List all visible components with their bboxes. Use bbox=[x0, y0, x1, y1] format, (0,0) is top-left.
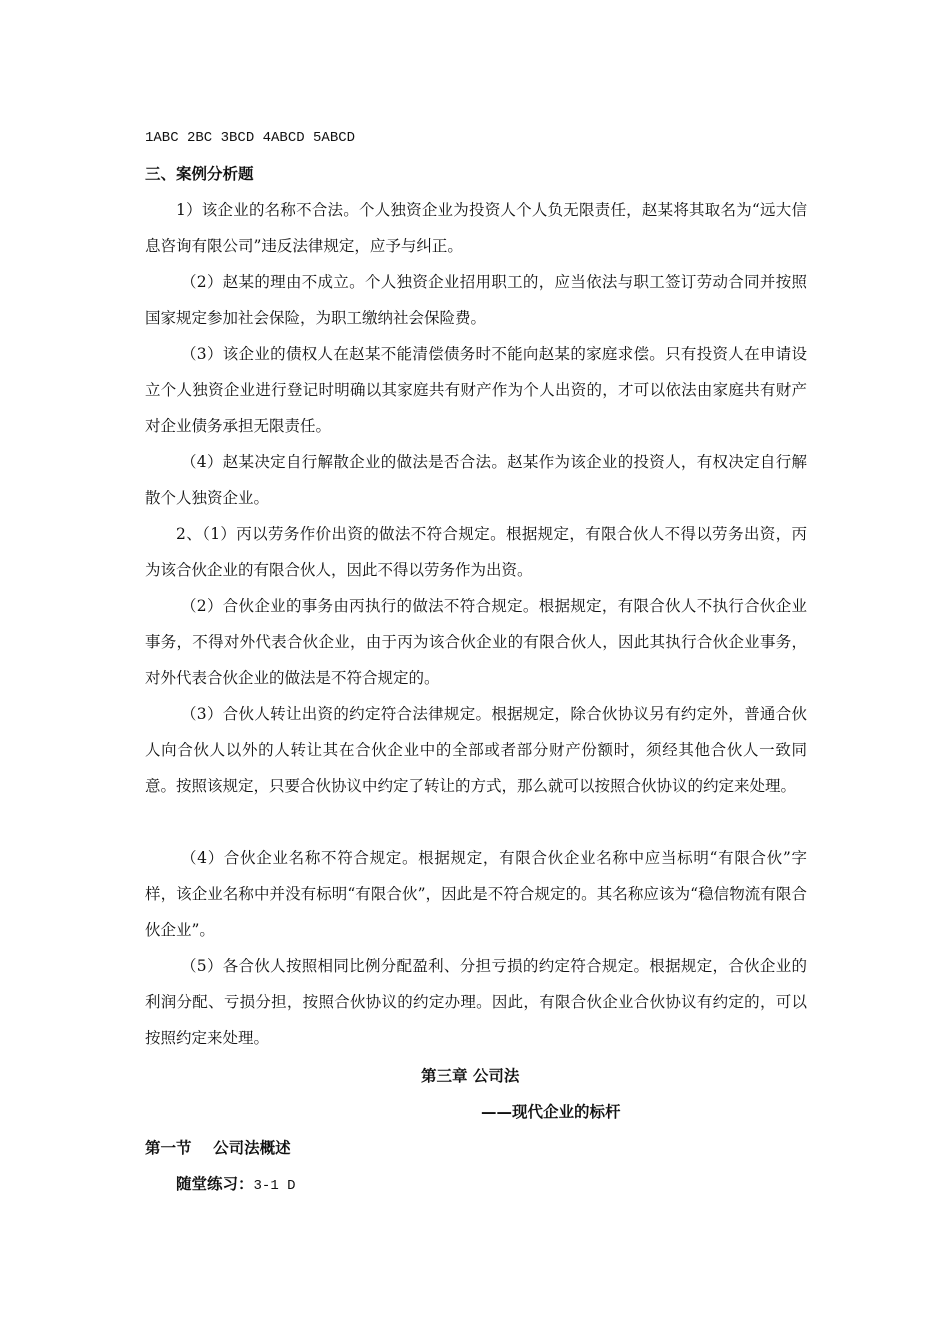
paragraph-8: （4）合伙企业名称不符合规定。根据规定，有限合伙企业名称中应当标明“有限合伙”字样，该企业名称中并没有标明“有限合伙”，因此是不符合规定的。其名称应该为“稳信物流有限合伙企业”。 bbox=[145, 849, 807, 939]
practice-answer: 3-1 D bbox=[253, 1178, 296, 1194]
paragraph-4: （4）赵某决定自行解散企业的做法是否合法。赵某作为该企业的投资人，有权决定自行解散个人独资企业。 bbox=[145, 453, 807, 507]
practice-label: 随堂练习： bbox=[176, 1175, 254, 1193]
paragraph-1: 1）该企业的名称不合法。个人独资企业为投资人个人负无限责任，赵某将其取名为“远大信息咨询有限公司”违反法律规定，应予与纠正。 bbox=[145, 201, 807, 255]
paragraph-5: 2、（1）丙以劳务作价出资的做法不符合规定。根据规定，有限合伙人不得以劳务出资，丙为该合伙企业的有限合伙人，因此不得以劳务作为出资。 bbox=[145, 525, 807, 579]
practice-line bbox=[176, 1166, 296, 1204]
section1-heading: 第一节 公司法概述 bbox=[145, 1139, 291, 1157]
paragraph-2: （2）赵某的理由不成立。个人独资企业招用职工的，应当依法与职工签订劳动合同并按照国家规定参加社会保险，为职工缴纳社会保险费。 bbox=[145, 273, 807, 327]
paragraph-7: （3）合伙人转让出资的约定符合法律规定。根据规定，除合伙协议另有约定外，普通合伙人向合伙人以外的人转让其在合伙企业中的全部或者部分财产份额时，须经其他合伙人一致同意。按照该规定，只要合伙协议中约定了转让的方式，那么就可以按照合伙协议的约定来处理。 bbox=[145, 705, 807, 795]
paragraph-3: （3）该企业的债权人在赵某不能清偿债务时不能向赵某的家庭求偿。只有投资人在申请设立个人独资企业进行登记时明确以其家庭共有财产作为个人出资的，才可以依法由家庭共有财产对企业债务承担无限责任。 bbox=[145, 345, 807, 435]
section-heading: 三、案例分析题 bbox=[145, 165, 254, 183]
chapter-title: 第三章 公司法 bbox=[421, 1067, 520, 1085]
paragraph-6: （2）合伙企业的事务由丙执行的做法不符合规定。根据规定，有限合伙人不执行合伙企业事务，不得对外代表合伙企业，由于丙为该合伙企业的有限合伙人，因此其执行合伙企业事务，对外代表合伙企业的做法是不符合规定的。 bbox=[145, 597, 807, 687]
paragraph-9: （5）各合伙人按照相同比例分配盈利、分担亏损的约定符合规定。根据规定，合伙企业的利润分配、亏损分担，按照合伙协议的约定办理。因此，有限合伙企业合伙协议有约定的，可以按照约定来处理。 bbox=[145, 957, 807, 1047]
chapter-subtitle: ——现代企业的标杆 bbox=[481, 1103, 621, 1121]
answers-line: 1ABC 2BC 3BCD 4ABCD 5ABCD bbox=[145, 130, 356, 146]
